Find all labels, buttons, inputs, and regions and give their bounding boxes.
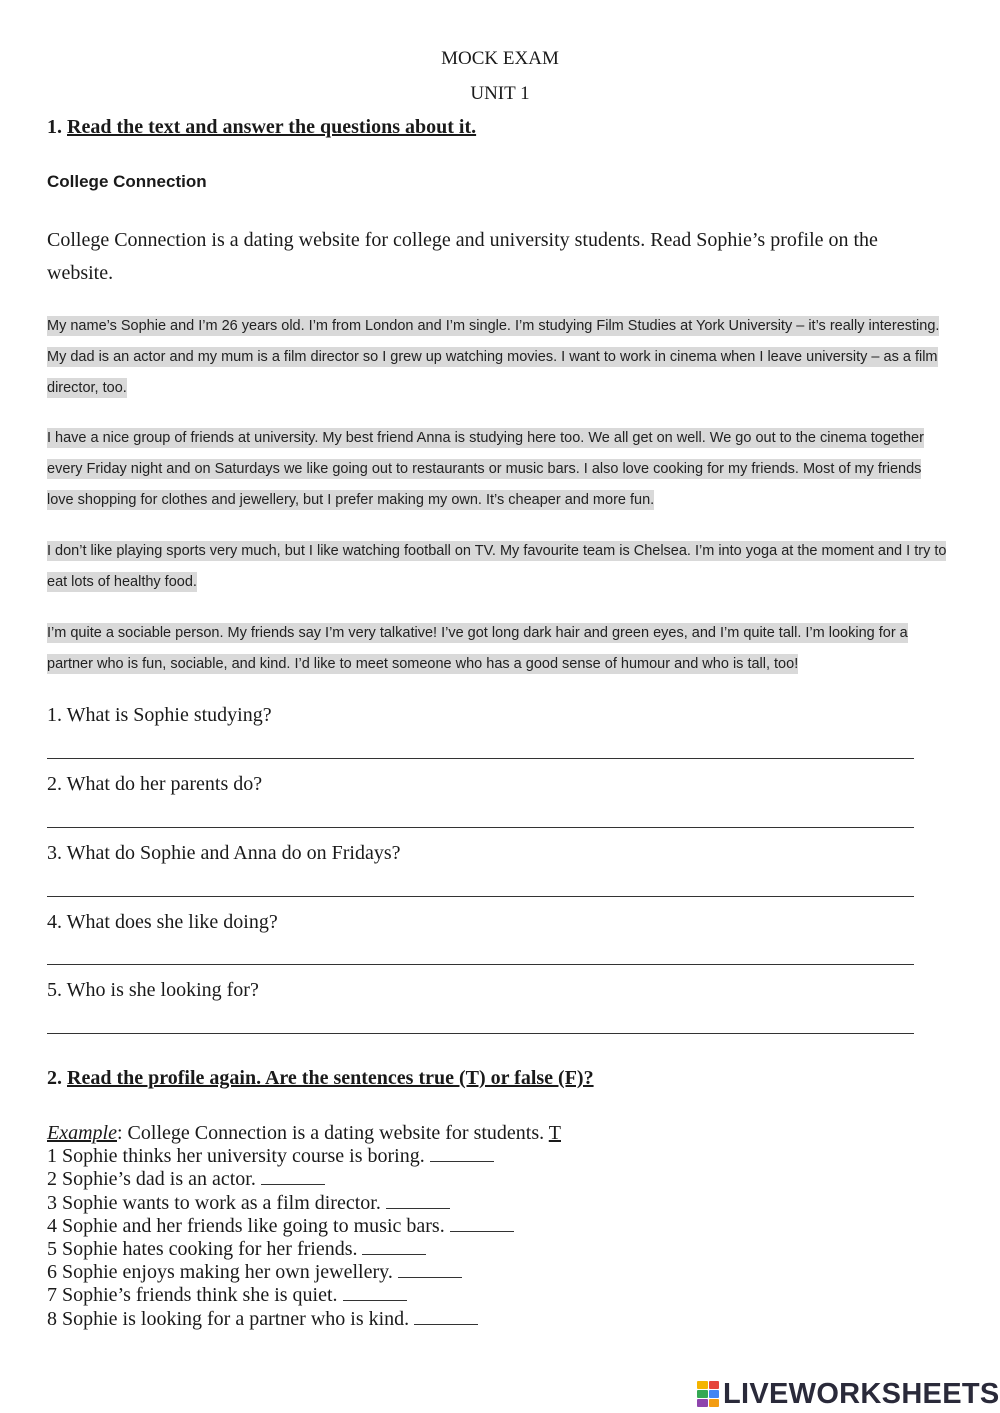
true-false-list [47, 1122, 561, 1331]
section2-instruction: Read the profile again. Are the sentences true (T) or false (F)? [67, 1067, 594, 1089]
logo-text: LIVEWORKSHEETS [723, 1377, 1000, 1410]
tf-item-6: 6 Sophie enjoys making her own jewellery. [47, 1261, 561, 1284]
answer-line-4[interactable] [47, 964, 914, 965]
section1-number: 1. [47, 116, 62, 138]
tf-blank-4[interactable] [450, 1215, 514, 1232]
tf-blank-7[interactable] [343, 1284, 407, 1301]
tf-item-1: 1 Sophie thinks her university course is boring. [47, 1145, 561, 1168]
example-line [47, 1122, 561, 1145]
answer-line-2[interactable] [47, 827, 914, 828]
section1-instruction: Read the text and answer the questions about it. [67, 116, 477, 138]
text-subtitle: College Connection [47, 172, 207, 191]
answer-line-1[interactable] [47, 758, 914, 759]
question-3: 3. What do Sophie and Anna do on Fridays? [47, 842, 401, 864]
profile-paragraph-3: I don’t like playing sports very much, but I like watching football on TV. My favourite team is Chelsea. I’m into yoga at the moment and I try to eat lots of healthy food. [47, 543, 947, 590]
tf-item-8: 8 Sophie is looking for a partner who is kind. [47, 1308, 561, 1331]
section2-heading [47, 1067, 594, 1090]
profile-paragraph-2: I have a nice group of friends at university. My best friend Anna is studying here too. We all get on well. We go out to the cinema together every Friday night and on Saturdays we like going out to restaurants or music bars. I also love cooking for my friends. Most of my friends love shopping for clothes and jewellery, but I prefer making my own. It’s cheaper and more fun. [47, 430, 924, 508]
question-2: 2. What do her parents do? [47, 773, 263, 795]
tf-item-5: 5 Sophie hates cooking for her friends. [47, 1238, 561, 1261]
logo-mark-icon [697, 1381, 719, 1407]
example-label: Example [47, 1122, 117, 1144]
tf-blank-3[interactable] [386, 1192, 450, 1209]
profile-paragraph-4: I’m quite a sociable person. My friends say I’m very talkative! I’ve got long dark hair and green eyes, and I’m quite tall. I’m looking for a partner who is fun, sociable, and kind. I’d like to meet someone who has a good sense of humour and who is tall, too! [47, 625, 908, 672]
tf-item-7: 7 Sophie’s friends think she is quiet. [47, 1284, 561, 1307]
unit-title: UNIT 1 [470, 83, 530, 104]
tf-blank-1[interactable] [430, 1145, 494, 1162]
question-4: 4. What does she like doing? [47, 911, 278, 933]
tf-item-2: 2 Sophie’s dad is an actor. [47, 1168, 561, 1191]
tf-blank-5[interactable] [362, 1238, 426, 1255]
tf-item-4: 4 Sophie and her friends like going to music bars. [47, 1215, 561, 1238]
tf-blank-6[interactable] [398, 1261, 462, 1278]
exam-title: MOCK EXAM [441, 48, 559, 69]
tf-blank-2[interactable] [261, 1168, 325, 1185]
answer-line-5[interactable] [47, 1033, 914, 1034]
section2-number: 2. [47, 1067, 62, 1089]
question-5: 5. Who is she looking for? [47, 979, 259, 1001]
tf-blank-8[interactable] [414, 1308, 478, 1325]
tf-item-3: 3 Sophie wants to work as a film director. [47, 1192, 561, 1215]
answer-line-3[interactable] [47, 896, 914, 897]
question-1: 1. What is Sophie studying? [47, 704, 272, 726]
example-text: : College Connection is a dating website for students. [116, 1122, 545, 1144]
section1-heading [47, 116, 476, 139]
liveworksheets-logo [697, 1377, 1000, 1411]
profile-paragraph-1: My name’s Sophie and I’m 26 years old. I’m from London and I’m single. I’m studying Film Studies at York University – it’s really interesting. My dad is an actor and my mum is a film director so I grew up watching movies. I want to work in cinema when I leave university – as a film director, too. [47, 318, 940, 396]
example-answer: T [548, 1122, 561, 1144]
intro-text: College Connection is a dating website for college and university students. Read Sophie’s profile on the website. [47, 229, 878, 284]
